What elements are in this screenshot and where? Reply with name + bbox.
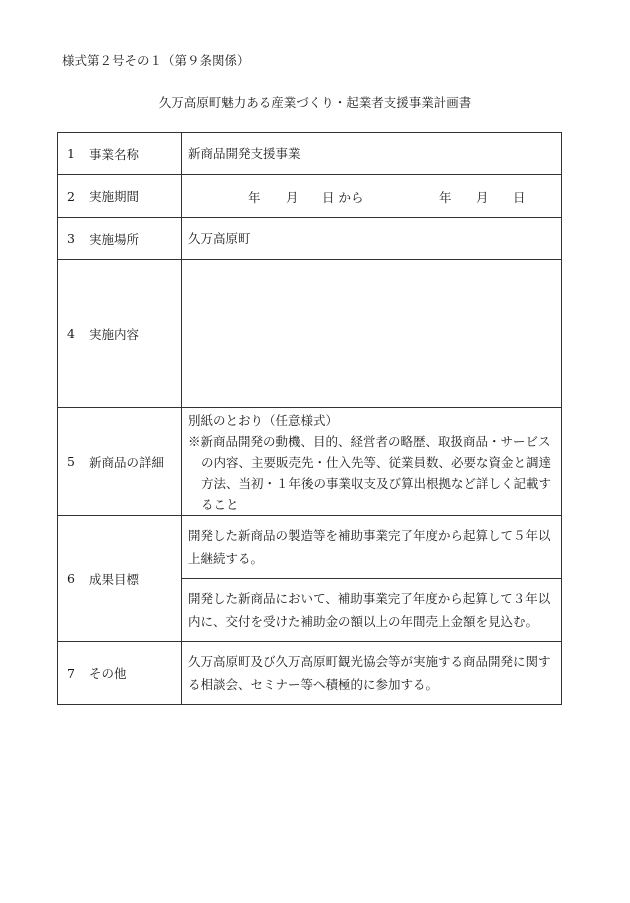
end-month-label: 月 xyxy=(476,190,489,205)
row-label: 実施期間 xyxy=(89,189,140,204)
goal-2-text: 開発した新商品において、補助事業完了年度から起算して３年以内に、交付を受けた補助金の額以上の年間売上金額を見込む。 xyxy=(188,591,551,629)
row-number: 7 xyxy=(67,665,75,681)
row-content xyxy=(58,260,562,408)
product-details-field[interactable] xyxy=(182,408,562,516)
row-label-cell xyxy=(58,516,182,642)
document-title: 久万高原町魅力ある産業づくり・起業者支援事業計画書 xyxy=(158,95,472,110)
product-details-note: ※新商品開発の動機、目的、経営者の略歴、取扱商品・サービスの内容、主要販売先・仕入先等、従業員数、必要な資金と調達方法、当初・１年後の事業収支及び算出根拠など詳しく記載すること xyxy=(188,434,552,512)
row-project-name xyxy=(58,133,562,175)
row-number: 5 xyxy=(67,454,75,469)
end-year-label: 年 xyxy=(439,190,452,205)
start-day-label: 日 から xyxy=(322,190,364,205)
location-field[interactable] xyxy=(182,218,562,260)
row-number: 1 xyxy=(67,146,75,161)
row-label-cell xyxy=(58,175,182,218)
other-text: 久万高原町及び久万高原町観光協会等が実施する商品開発に関する相談会、セミナー等へ積極的に参加する。 xyxy=(188,654,551,692)
goal-1-text: 開発した新商品の製造等を補助事業完了年度から起算して５年以上継続する。 xyxy=(188,528,551,566)
project-name-field[interactable] xyxy=(182,133,562,175)
row-label-cell xyxy=(58,260,182,408)
project-name-value: 新商品開発支援事業 xyxy=(188,146,301,161)
start-year-label: 年 xyxy=(248,190,261,205)
row-label: 事業名称 xyxy=(89,146,140,162)
product-details-reference: 別紙のとおり（任意様式） xyxy=(188,413,339,428)
content-field[interactable] xyxy=(182,260,562,408)
start-month-label: 月 xyxy=(286,190,299,205)
row-number: 2 xyxy=(67,188,75,204)
other-field[interactable] xyxy=(182,642,562,705)
goal-1-field[interactable] xyxy=(182,516,562,579)
row-goals xyxy=(58,516,562,579)
row-label: 実施内容 xyxy=(89,326,140,342)
row-label: 新商品の詳細 xyxy=(89,454,165,470)
row-label-cell xyxy=(58,642,182,705)
goal-2-field[interactable] xyxy=(182,579,562,642)
period-field[interactable] xyxy=(182,175,562,218)
row-label-cell xyxy=(58,218,182,260)
row-location xyxy=(58,218,562,260)
form-number: 様式第２号その１（第９条関係） xyxy=(62,53,250,68)
row-product-details xyxy=(58,408,562,516)
row-label: 実施場所 xyxy=(89,231,140,247)
row-label: 成果目標 xyxy=(89,571,140,587)
plan-table xyxy=(57,132,562,705)
location-value: 久万高原町 xyxy=(188,231,251,246)
row-other xyxy=(58,642,562,705)
row-label-cell xyxy=(58,408,182,516)
row-number: 3 xyxy=(67,231,75,246)
row-number: 6 xyxy=(67,571,75,586)
row-label: その他 xyxy=(89,666,127,681)
row-period xyxy=(58,175,562,218)
row-number: 4 xyxy=(67,326,75,341)
row-label-cell xyxy=(58,133,182,175)
end-day-label: 日 xyxy=(513,190,526,205)
